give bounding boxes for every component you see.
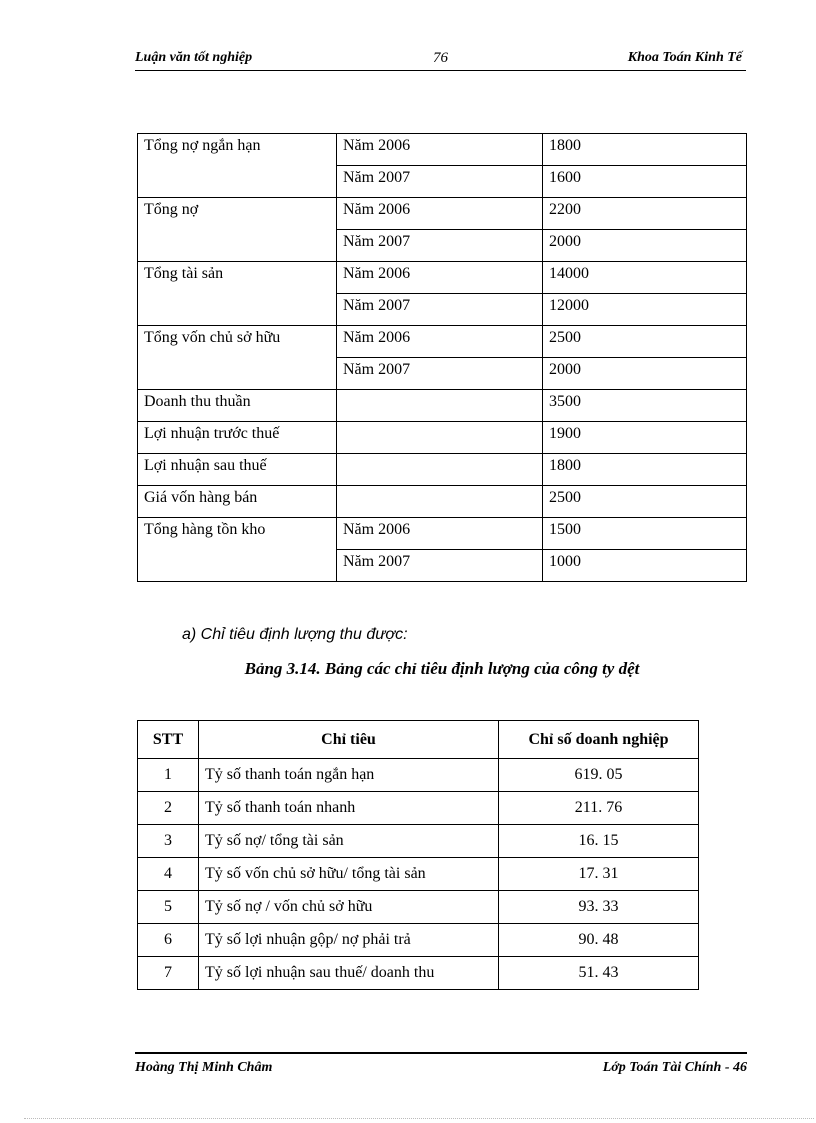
item-cell: Tổng hàng tồn kho [138, 518, 337, 582]
table-row [138, 858, 699, 891]
value-cell: 2000 [543, 230, 747, 262]
value-cell: 1600 [543, 166, 747, 198]
table-row [138, 759, 699, 792]
year-cell: Năm 2007 [337, 550, 543, 582]
item-cell: Giá vốn hàng bán [138, 486, 337, 518]
item-cell: Tổng nợ ngắn hạn [138, 134, 337, 198]
year-cell [337, 486, 543, 518]
section-label: a) Chỉ tiêu định lượng thu được: [182, 626, 408, 643]
year-cell: Năm 2006 [337, 134, 543, 166]
year-cell: Năm 2006 [337, 198, 543, 230]
page-bottom-divider [24, 1118, 814, 1119]
table-row [138, 262, 747, 294]
indicator-cell: Tỷ số thanh toán nhanh [199, 792, 499, 825]
value-cell: 1800 [543, 134, 747, 166]
year-cell: Năm 2007 [337, 358, 543, 390]
year-cell: Năm 2007 [337, 166, 543, 198]
value-cell: 1800 [543, 454, 747, 486]
item-cell: Tổng vốn chủ sở hữu [138, 326, 337, 390]
item-cell: Tổng tài sản [138, 262, 337, 326]
ratio-cell: 17. 31 [499, 858, 699, 891]
table-row [138, 390, 747, 422]
indicator-cell: Tỷ số nợ / vốn chủ sở hữu [199, 891, 499, 924]
header-faculty-label: Khoa Toán Kinh Tế [627, 50, 742, 65]
value-cell: 2000 [543, 358, 747, 390]
value-cell: 3500 [543, 390, 747, 422]
year-cell: Năm 2006 [337, 518, 543, 550]
year-cell: Năm 2006 [337, 326, 543, 358]
item-cell: Tổng nợ [138, 198, 337, 262]
table-row [138, 792, 699, 825]
footer-class: Lớp Toán Tài Chính - 46 [602, 1060, 747, 1075]
stt-cell: 5 [138, 891, 199, 924]
header-stt: STT [138, 721, 199, 759]
table-row [138, 957, 699, 990]
stt-cell: 4 [138, 858, 199, 891]
stt-cell: 2 [138, 792, 199, 825]
page-footer [135, 1052, 747, 1075]
table-row [138, 454, 747, 486]
table-row [138, 326, 747, 358]
stt-cell: 7 [138, 957, 199, 990]
item-cell: Lợi nhuận sau thuế [138, 454, 337, 486]
value-cell: 2200 [543, 198, 747, 230]
stt-cell: 1 [138, 759, 199, 792]
table-title: Bảng 3.14. Bảng các chỉ tiêu định lượng của công ty dệt [244, 659, 640, 678]
value-cell: 2500 [543, 486, 747, 518]
table-row [138, 486, 747, 518]
indicator-cell: Tỷ số nợ/ tổng tài sản [199, 825, 499, 858]
table-row [138, 518, 747, 550]
table-row [138, 891, 699, 924]
ratio-cell: 619. 05 [499, 759, 699, 792]
footer-author: Hoàng Thị Minh Châm [135, 1060, 273, 1075]
table-row [138, 198, 747, 230]
page-number: 76 [433, 50, 448, 66]
table-row [138, 422, 747, 454]
table-row [138, 134, 747, 166]
indicator-cell: Tỷ số lợi nhuận gộp/ nợ phải trả [199, 924, 499, 957]
year-cell: Năm 2007 [337, 230, 543, 262]
indicators-table [137, 720, 699, 990]
value-cell: 14000 [543, 262, 747, 294]
ratio-cell: 93. 33 [499, 891, 699, 924]
table-row [138, 825, 699, 858]
year-cell [337, 390, 543, 422]
header-company-ratio: Chỉ số doanh nghiệp [499, 721, 699, 759]
value-cell: 1900 [543, 422, 747, 454]
indicator-cell: Tỷ số lợi nhuận sau thuế/ doanh thu [199, 957, 499, 990]
table-row [138, 924, 699, 957]
financial-data-table [137, 133, 747, 582]
year-cell [337, 454, 543, 486]
value-cell: 2500 [543, 326, 747, 358]
item-cell: Lợi nhuận trước thuế [138, 422, 337, 454]
page-header [135, 50, 746, 71]
ratio-cell: 16. 15 [499, 825, 699, 858]
stt-cell: 3 [138, 825, 199, 858]
item-cell: Doanh thu thuần [138, 390, 337, 422]
value-cell: 1500 [543, 518, 747, 550]
header-indicator: Chỉ tiêu [199, 721, 499, 759]
year-cell: Năm 2007 [337, 294, 543, 326]
ratio-cell: 51. 43 [499, 957, 699, 990]
year-cell [337, 422, 543, 454]
year-cell: Năm 2006 [337, 262, 543, 294]
header-thesis-label: Luận văn tốt nghiệp [135, 50, 253, 65]
value-cell: 1000 [543, 550, 747, 582]
ratio-cell: 90. 48 [499, 924, 699, 957]
indicator-cell: Tỷ số vốn chủ sở hữu/ tổng tài sản [199, 858, 499, 891]
value-cell: 12000 [543, 294, 747, 326]
indicator-cell: Tỷ số thanh toán ngắn hạn [199, 759, 499, 792]
stt-cell: 6 [138, 924, 199, 957]
table-header-row [138, 721, 699, 759]
ratio-cell: 211. 76 [499, 792, 699, 825]
